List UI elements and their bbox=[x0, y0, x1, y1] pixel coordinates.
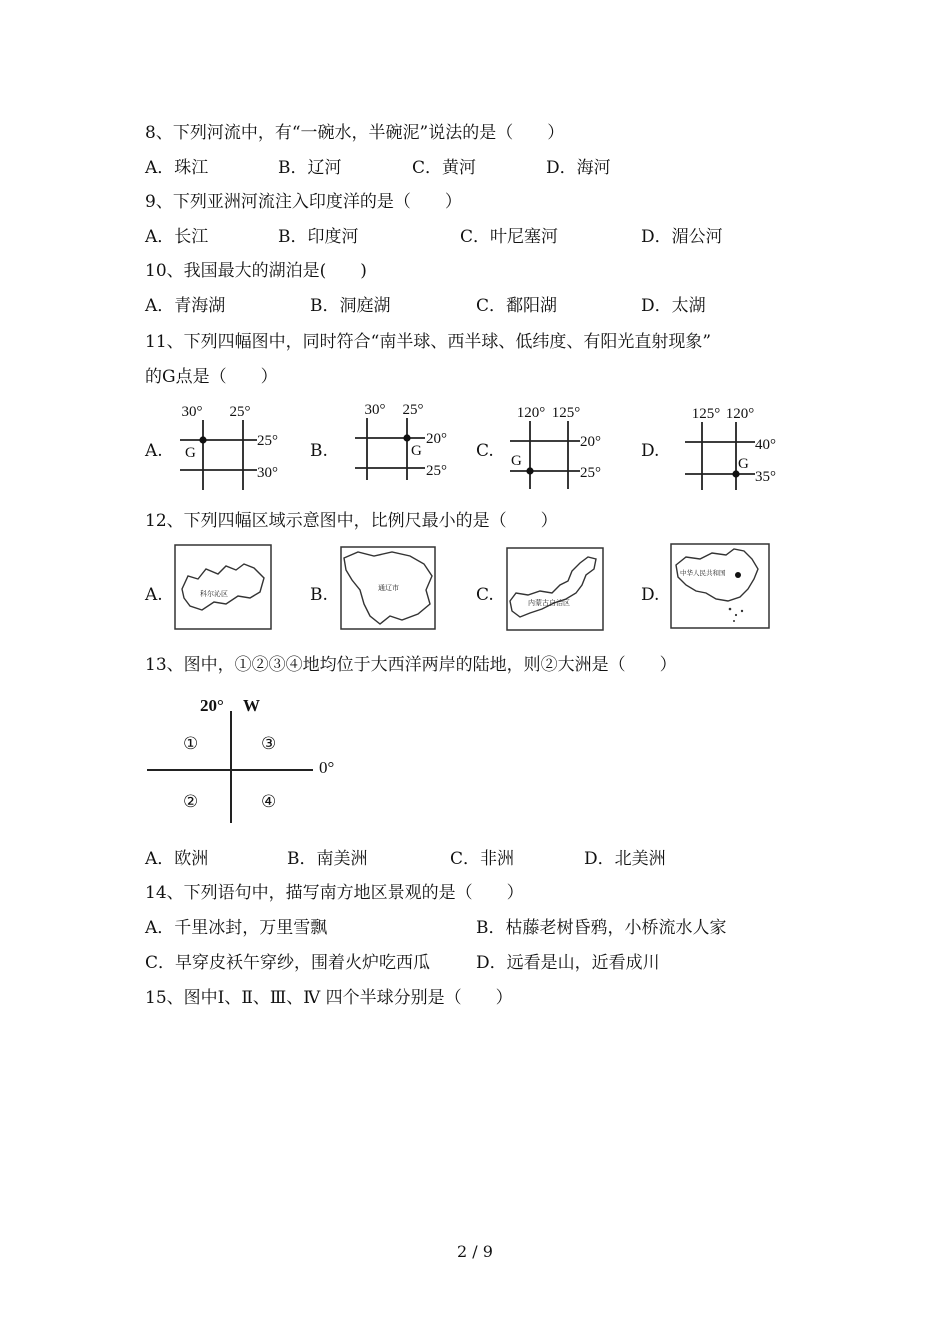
q11-grid-b-right-lower: 25° bbox=[426, 463, 447, 479]
question-8-stem: 8、下列河流中，有“一碗水，半碗泥”说法的是（ ） bbox=[145, 123, 565, 143]
q9-option-c[interactable]: C．叶尼塞河 bbox=[460, 227, 559, 247]
q8-option-c[interactable]: C．黄河 bbox=[412, 158, 477, 178]
question-15-stem: 15、图中Ⅰ、Ⅱ、Ⅲ、Ⅳ 四个半球分别是（ ） bbox=[145, 988, 513, 1008]
q11-grid-c-right-upper: 20° bbox=[580, 434, 601, 450]
q13-option-a[interactable]: A．欧洲 bbox=[145, 849, 209, 869]
q11-grid-c-right-lower: 25° bbox=[580, 465, 601, 481]
q13-equator-label: 0° bbox=[319, 758, 335, 777]
question-13-stem: 13、图中，①②③④地均位于大西洋两岸的陆地，则②大洲是（ ） bbox=[145, 655, 677, 675]
q8-option-a[interactable]: A．珠江 bbox=[145, 158, 209, 178]
q12-option-a[interactable]: A. bbox=[145, 585, 163, 605]
q11-grid-a bbox=[175, 402, 285, 490]
q11-grid-c bbox=[505, 403, 615, 491]
q11-grid-a-point bbox=[199, 436, 206, 443]
q11-option-d[interactable]: D. bbox=[641, 441, 660, 461]
q13-option-d[interactable]: D．北美洲 bbox=[584, 849, 666, 869]
q11-grid-c-top-right: 125° bbox=[551, 405, 581, 421]
q11-grid-a-label: G bbox=[185, 445, 196, 461]
q11-grid-a-top-left: 30° bbox=[181, 404, 203, 420]
q13-quadrant-4: ④ bbox=[261, 792, 277, 811]
q12-map-b-label: 通辽市 bbox=[378, 584, 399, 592]
question-14-stem: 14、下列语句中，描写南方地区景观的是（ ） bbox=[145, 883, 524, 903]
q12-option-b[interactable]: B. bbox=[310, 585, 328, 605]
q11-grid-b-right-upper: 20° bbox=[426, 431, 447, 447]
q9-option-b[interactable]: B．印度河 bbox=[278, 227, 359, 247]
q12-map-a-label: 科尔沁区 bbox=[200, 590, 228, 598]
q10-option-d[interactable]: D．太湖 bbox=[641, 296, 706, 316]
q13-option-b[interactable]: B．南美洲 bbox=[287, 849, 368, 869]
q9-option-a[interactable]: A．长江 bbox=[145, 227, 209, 247]
q11-grid-b-point bbox=[403, 434, 410, 441]
q11-grid-b-top-left: 30° bbox=[364, 402, 386, 418]
q10-option-b[interactable]: B．洞庭湖 bbox=[310, 296, 391, 316]
q14-option-a[interactable]: A．千里冰封，万里雪飘 bbox=[145, 918, 328, 938]
q11-option-b[interactable]: B. bbox=[310, 441, 328, 461]
q11-grid-c-label: G bbox=[511, 453, 522, 469]
question-9-stem: 9、下列亚洲河流注入印度洋的是（ ） bbox=[145, 192, 462, 212]
q12-map-d-label: 中华人民共和国 bbox=[680, 570, 726, 577]
q11-grid-d-top-right: 120° bbox=[725, 406, 755, 422]
q11-grid-d-top-left: 125° bbox=[691, 406, 721, 422]
q11-option-a[interactable]: A. bbox=[145, 441, 163, 461]
q11-grid-d-right-lower: 35° bbox=[755, 469, 776, 485]
q11-grid-a-right-lower: 30° bbox=[257, 465, 278, 481]
q11-grid-b bbox=[350, 400, 460, 488]
q9-option-d[interactable]: D．湄公河 bbox=[641, 227, 723, 247]
q12-map-a bbox=[174, 544, 272, 630]
page-number: 2 / 9 bbox=[457, 1242, 493, 1261]
q12-map-b bbox=[340, 546, 436, 630]
q12-map-c bbox=[506, 547, 604, 631]
q11-grid-b-label: G bbox=[411, 443, 422, 459]
q11-grid-a-right-upper: 25° bbox=[257, 433, 278, 449]
q13-hemisphere-figure bbox=[145, 693, 365, 828]
q11-grid-d-right-upper: 40° bbox=[755, 437, 776, 453]
question-12-stem: 12、下列四幅区域示意图中，比例尺最小的是（ ） bbox=[145, 511, 558, 531]
q11-grid-d bbox=[680, 404, 800, 492]
q12-option-c[interactable]: C. bbox=[476, 585, 494, 605]
q13-longitude-label: 20° bbox=[200, 696, 224, 715]
q13-option-c[interactable]: C．非洲 bbox=[450, 849, 515, 869]
q13-quadrant-1: ① bbox=[183, 734, 199, 753]
q11-grid-b-top-right: 25° bbox=[402, 402, 424, 418]
question-11-stem-cont: 的G点是（ ） bbox=[145, 367, 278, 387]
q14-option-b[interactable]: B．枯藤老树昏鸦，小桥流水人家 bbox=[476, 918, 727, 938]
q8-option-b[interactable]: B．辽河 bbox=[278, 158, 342, 178]
q11-grid-a-top-right: 25° bbox=[229, 404, 251, 420]
q12-option-d[interactable]: D. bbox=[641, 585, 660, 605]
q14-option-d[interactable]: D．远看是山，近看成川 bbox=[476, 953, 660, 973]
q11-option-c[interactable]: C. bbox=[476, 441, 494, 461]
q13-longitude-dir: W bbox=[243, 696, 260, 715]
q13-quadrant-2: ② bbox=[183, 792, 199, 811]
q14-option-c[interactable]: C．早穿皮袄午穿纱，围着火炉吃西瓜 bbox=[145, 953, 431, 973]
q12-map-c-label: 内蒙古自治区 bbox=[528, 599, 570, 607]
question-11-stem: 11、下列四幅图中，同时符合“南半球、西半球、低纬度、有阳光直射现象” bbox=[145, 332, 712, 352]
q12-map-d bbox=[670, 543, 770, 629]
q8-option-d[interactable]: D．海河 bbox=[546, 158, 611, 178]
q10-option-a[interactable]: A．青海湖 bbox=[145, 296, 226, 316]
q13-quadrant-3: ③ bbox=[261, 734, 277, 753]
question-10-stem: 10、我国最大的湖泊是( ) bbox=[145, 261, 367, 281]
q10-option-c[interactable]: C．鄱阳湖 bbox=[476, 296, 558, 316]
q11-grid-d-label: G bbox=[738, 456, 749, 472]
q11-grid-c-top-left: 120° bbox=[516, 405, 546, 421]
q11-grid-c-point bbox=[526, 467, 533, 474]
